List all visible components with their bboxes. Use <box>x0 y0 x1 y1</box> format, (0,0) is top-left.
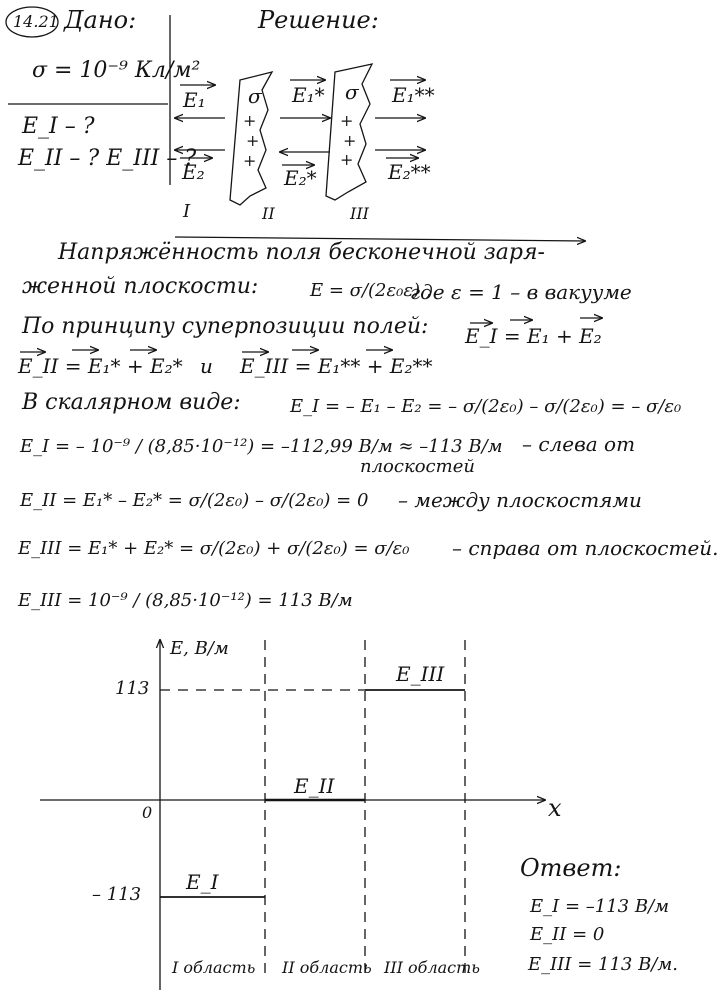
graph-region-1: I область <box>172 958 256 977</box>
graph-x-label: x <box>548 794 562 822</box>
label-e1: E₁ <box>183 88 206 112</box>
label-e1-2star: E₁** <box>392 83 435 107</box>
graph-label-e3: E_III <box>396 662 445 686</box>
note-between: – между плоскостями <box>398 488 642 512</box>
label-e2-star: E₂* <box>284 166 317 190</box>
formula-e2: E_II = E₁* – E₂* = σ/(2ε₀) – σ/(2ε₀) = 0 <box>20 490 369 511</box>
formula-calc-e3: E_III = 10⁻⁹ / (8,85·10⁻¹²) = 113 В/м <box>18 590 353 611</box>
formula-e3: E_III = E₁* + E₂* = σ/(2ε₀) + σ/(2ε₀) = σ/ε₀ <box>18 538 410 559</box>
answer-e1: E_I = –113 В/м <box>530 896 670 917</box>
answer-title: Ответ: <box>520 854 622 882</box>
formula-calc-e1: E_I = – 10⁻⁹ / (8,85·10⁻¹²) = –112,99 В/м ≈ –113 В/м <box>20 436 503 457</box>
plate-2-sigma: σ <box>345 80 359 104</box>
plate-1-charge: + <box>243 151 257 170</box>
plate-1-charge: + <box>243 111 257 130</box>
region-label-1: I <box>183 201 191 222</box>
conjunction-and: и <box>200 354 213 378</box>
graph-region-3: III область <box>384 958 481 977</box>
note-planes: плоскостей <box>360 456 475 477</box>
given-sigma: σ = 10⁻⁹ Кл/м² <box>32 58 201 83</box>
graph-tick-neg-113: – 113 <box>92 884 142 905</box>
formula-superposition-3: E_III = E₁** + E₂** <box>240 354 433 378</box>
find-e2-e3: E_II – ? E_III – ? <box>18 146 197 171</box>
note-vacuum: где ε = 1 – в вакууме <box>410 280 632 304</box>
graph-tick-113: 113 <box>115 678 150 699</box>
answer-e2: E_II = 0 <box>530 924 605 945</box>
find-e1: E_I – ? <box>22 114 95 139</box>
given-title: Дано: <box>64 6 137 34</box>
formula-plane: E = σ/(2ε₀ε) , <box>310 280 432 301</box>
plate-2-charge: + <box>340 111 354 130</box>
graph-y-label: E, В/м <box>170 638 229 659</box>
plate-2-charge: + <box>340 150 354 169</box>
formula-superposition-2: E_II = E₁* + E₂* <box>18 354 183 378</box>
solution-title: Решение: <box>258 6 379 34</box>
label-e2-2star: E₂** <box>388 160 431 184</box>
note-left-of: – слева от <box>522 432 636 456</box>
label-e1-star: E₁* <box>292 83 325 107</box>
solution-line-2: женной плоскости: <box>22 274 259 299</box>
region-label-3: III <box>350 204 369 223</box>
formula-scalar: E_I = – E₁ – E₂ = – σ/(2ε₀) – σ/(2ε₀) = – σ/ε₀ <box>290 396 682 417</box>
answer-e3: E_III = 113 В/м. <box>528 954 679 975</box>
solution-line-1: Напряжённость поля бесконечной заря- <box>58 240 545 265</box>
problem-number: 14.21 <box>13 12 59 31</box>
plate-1-charge: + <box>246 131 260 150</box>
formula-superposition-1: E_I = E₁ + E₂ <box>465 324 602 348</box>
graph-origin: 0 <box>142 803 153 822</box>
plate-2-charge: + <box>343 131 357 150</box>
note-right: – справа от плоскостей. <box>452 536 719 560</box>
region-label-2: II <box>262 204 275 223</box>
solution-line-4: В скалярном виде: <box>22 390 241 415</box>
solution-line-3: По принципу суперпозиции полей: <box>22 314 429 339</box>
label-e2: E₂ <box>182 160 205 184</box>
graph-label-e2: E_II <box>294 774 335 798</box>
plate-1-sigma: σ <box>248 84 262 108</box>
graph-region-2: II область <box>282 958 372 977</box>
graph-label-e1: E_I <box>186 870 219 894</box>
